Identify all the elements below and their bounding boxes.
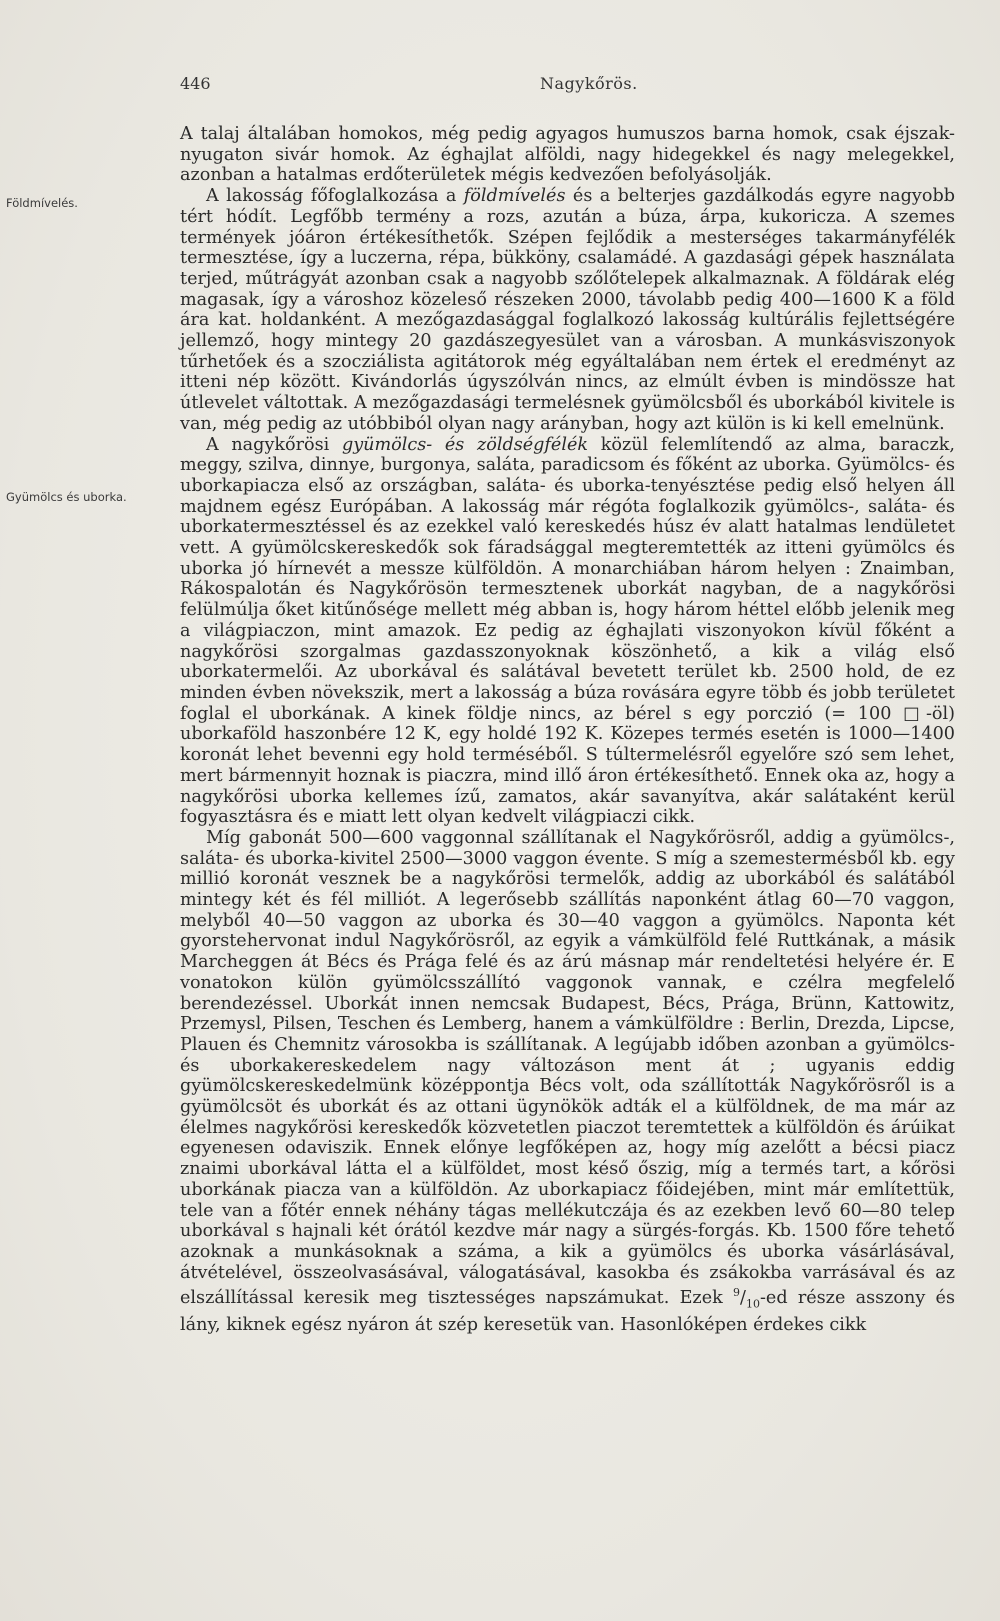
- paragraph-text: és a belterjes gazdálkodás egyre nagyobb tért hódít. Legfőbb termény a rozs, azután a búza, árpa, kukoricza. A szemes termények jóáron értékesíthetők. Szépen fejlődik a mesterséges takarmányfélék termesztése, így a luczerna, répa, bükköny, csalamádé. A gazdasági gépek használata terjed, műtrágyát azonban csak a nagyobb szőlőtelepek alkalmaznak. A földárak elég magasak, így a városhoz közeleső részeken 2000, távolabb pedig 400—1600 K a föld ára kat. holdanként. A mezőgazdasággal foglalkozó lakosság kultúrális fejlettségére jellemző, hogy mintegy 20 gazdászegyesület van a városban. A munkásviszonyok tűrhetőek és a szocziálista agitátorok még egyáltalában nem értek el eredményt az itteni nép között. Kivándorlás úgyszólván nincs, az elmúlt évben is mindössze hat útlevelet váltottak. A mezőgazdasági termelésnek gyümölcsből és uborkából kivitele is van, még pedig az utóbbiból olyan nagy arányban, hogy azt külön is ki kell emelnünk.: [180, 186, 955, 434]
- paragraph-agriculture: [180, 186, 955, 434]
- paragraph-fruit-vegetables: [180, 435, 955, 828]
- paragraph-text: A nagykőrösi: [206, 434, 342, 455]
- emphasis-term: földmívelés: [463, 186, 566, 207]
- margin-note-agriculture: Földmívelés.: [6, 196, 78, 210]
- paragraph-text: Míg gabonát 500—600 vaggonnal szállítanak el Nagykőrösről, addig a gyümölcs-, saláta- és uborka-kivitel 2500—3000 vaggon évente. S míg a szemestermésből kb. egy millió koronát vesznek be a nagykőrösi termelők, addig az uborkából és salátából mintegy két és fél milliót. A legerősebb szállítás naponként átlag 60—70 vaggon, melyből 40—50 vaggon az uborka és 30—40 vaggon a gyümölcs. Naponta két gyorstehervonat indul Nagykőrösről, az egyik a vámkülföld felé Ruttkának, a másik Marcheggen át Bécs és Prága felé és az árú másnap már rendeltetési helyére ér. E vonatokon külön gyümölcsszállító vaggonok vannak, e czélra megfelelő berendezéssel. Uborkát innen nemcsak Budapest, Bécs, Prága, Brünn, Kattowitz, Przemysl, Pilsen, Teschen és Lemberg, hanem a vámkülföldre : Berlin, Drezda, Lipcse, Plauen és Chemnitz városokba is szállítanak. A legújabb időben azonban a gyümölcs- és uborkakereskedelem nagy változáson ment át ; ugyanis eddig gyümölcskereskedelmünk középpontja Bécs volt, oda szállították Nagykőrösről is a gyümölcsöt és uborkát és az ottani ügynökök adták el a külföldnek, de ma már az élelmes nagykőrösi kereskedők közvetetlen piaczot teremtettek a külföldön és árúikat egyenesen odaviszik. Ennek előnye legfőképen az, hogy míg azelőtt a bécsi piacz znaimi uborkával látta el a külföldet, most késő őszig, míg a termés tart, a kőrösi uborkának piacza van a külföldön. Az uborkapiacz főidejében, mint már említettük, tele van a főtér ennek néhány tágas mellékutczája és az ezekben levő 60—80 telep uborkával s hajnali két órától kezdve már nagy a sürgés-forgás. Kb. 1500 főre tehető azoknak a munkásoknak a száma, a kik a gyümölcs és uborka vásárlásával, átvételével, összeolvasásával, válogatásával, kasokba és zsákokba varrásával és az elszállítással keresik meg tisztességes napszámukat. Ezek: [180, 827, 955, 1309]
- fraction-numerator: 9: [733, 1286, 741, 1300]
- paragraph-soil-climate: [180, 124, 955, 186]
- page-number: 446: [180, 74, 211, 93]
- paragraph-text: -ed része asszony és lány, kiknek egész nyáron át szép keresetük van. Hasonlóképen érdekes cikk: [180, 1288, 955, 1336]
- paragraph-text: A talaj általában homokos, még pedig agyagos humuszos barna homok, csak éjszak-nyugaton sivár homok. Az éghajlat alföldi, nagy hidegekkel és nagy melegekkel, azonban a hatalmas erdőterületek mégis kedvezően befolyásolják.: [180, 124, 955, 186]
- emphasis-term: gyümölcs- és zöldségfélék: [341, 434, 589, 455]
- body-text: [180, 124, 955, 1336]
- running-title: Nagykőrös.: [540, 74, 638, 93]
- page-header: [180, 74, 960, 100]
- fraction-denominator: 10: [745, 1297, 760, 1311]
- paragraph-export: Míg gabonát 500—600 vaggonnal szállítanak el Nagykőrösről, addig a gyümölcs-, saláta- és uborka-kivitel 2500—3000 vaggon évente. S míg a szemestermésből kb. egy millió koronát vesznek be a nagykőrösi termelők, addig az uborkából és salátából mintegy két és fél milliót. A legerősebb szállítás naponként átlag 60—70 vaggon, melyből 40—50 vaggon az uborka és 30—40 vaggon a gyümölcs. Naponta két gyorstehervonat indul Nagykőrösről, az egyik a vámkülföld felé Ruttkának, a másik Marcheggen át Bécs és Prága felé és az árú másnap már rendeltetési helyére ér. E vonatokon külön gyümölcsszállító vaggonok vannak, e czélra megfelelő berendezéssel. Uborkát innen nemcsak Budapest, Bécs, Prága, Brünn, Kattowitz, Przemysl, Pilsen, Teschen és Lemberg, hanem a vámkülföldre : Berlin, Drezda, Lipcse, Plauen és Chemnitz városokba is szállítanak. A legújabb időben azonban a gyümölcs- és uborkakereskedelem nagy változáson ment át ; ugyanis eddig gyümölcskereskedelmünk középpontja Bécs volt, oda szállították Nagykőrösről is a gyümölcsöt és uborkát és az ottani ügynökök adták el a külföldnek, de ma már az élelmes nagykőrösi kereskedők közvetetlen piaczot teremtettek a külföldön és árúikat egyenesen odaviszik. Ennek előnye legfőképen az, hogy míg azelőtt a bécsi piacz znaimi uborkával látta el a külföldet, most késő őszig, míg a termés tart, a kőrösi uborkának piacza van a külföldön. Az uborkapiacz főidejében, mint már említettük, tele van a főtér ennek néhány tágas mellékutczája és az ezekben levő 60—80 telep uborkával s hajnali két órától kezdve már nagy a sürgés-forgás. Kb. 1500 főre tehető azoknak a munkásoknak a száma, a kik a gyümölcs és uborka vásárlásával, átvételével, összeolvasásával, válogatásával, kasokba és zsákokba varrásával és az elszállítással keresik meg tisztességes napszámukat. Ezek $^9/_{10}-ed$ része asszony és lány, kiknek egész nyáron át szép keresetük van. Hasonlóképen érdekes cikk: [180, 827, 955, 1336]
- paragraph-text: közül felemlítendő az alma, baraczk, meggy, szilva, dinnye, burgonya, saláta, paradicsom és főként az uborka. Gyümölcs- és uborkapiacza első az országban, saláta- és uborka-tenyésztése pedig első helyen áll majdnem egész Európában. A lakosság már régóta foglalkozik gyümölcs-, saláta- és uborkatermesztéssel és az ezekkel való kereskedés húsz év alatt hatalmas lendületet vett. A gyümölcskereskedők sok fáradsággal megteremtették az itteni gyümölcs és uborka jó hírnevét a messze külföldön. A monarchiában három helyen : Znaimban, Rákospalotán és Nagykőrösön termesztenek uborkát nagyban, de a nagykőrösi felülmúlja őket kitűnősége mellett még abban is, hogy három héttel előbb jelenik meg a világpiaczon, mint amazok. Ez pedig az éghajlati viszonyokon kívül főként a nagykőrösi szorgalmas gazdasszonyoknak köszönhető, a kik a világ első uborkatermelői. Az uborkával és salátával bevetett terület kb. 2500 hold, de ez minden évben növekszik, mert a lakosság a búza rovására egyre több és jobb területet foglal el uborkának. A kinek földje nincs, az bérel s egy porczió (= 100 □-öl) uborkaföld haszonbére 12 K, egy holdé 192 K. Közepes termés esetén is 1000—1400 koronát lehet bevenni egy hold terméséből. S túltermelésről egyelőre szó sem lehet, mert bármennyit hoznak is piaczra, mind illő áron értékesíthető. Ennek oka az, hogy a nagykőrösi uborka kellemes ízű, zamatos, akár savanyítva, akár salátaként kerül fogyasztásra és e miatt lett olyan kedvelt világpiaczi cikk.: [180, 434, 956, 828]
- paragraph-text: A lakosság főfoglalkozása a: [206, 186, 464, 207]
- margin-note-fruit-cucumber: Gyümölcs és uborka.: [6, 490, 127, 504]
